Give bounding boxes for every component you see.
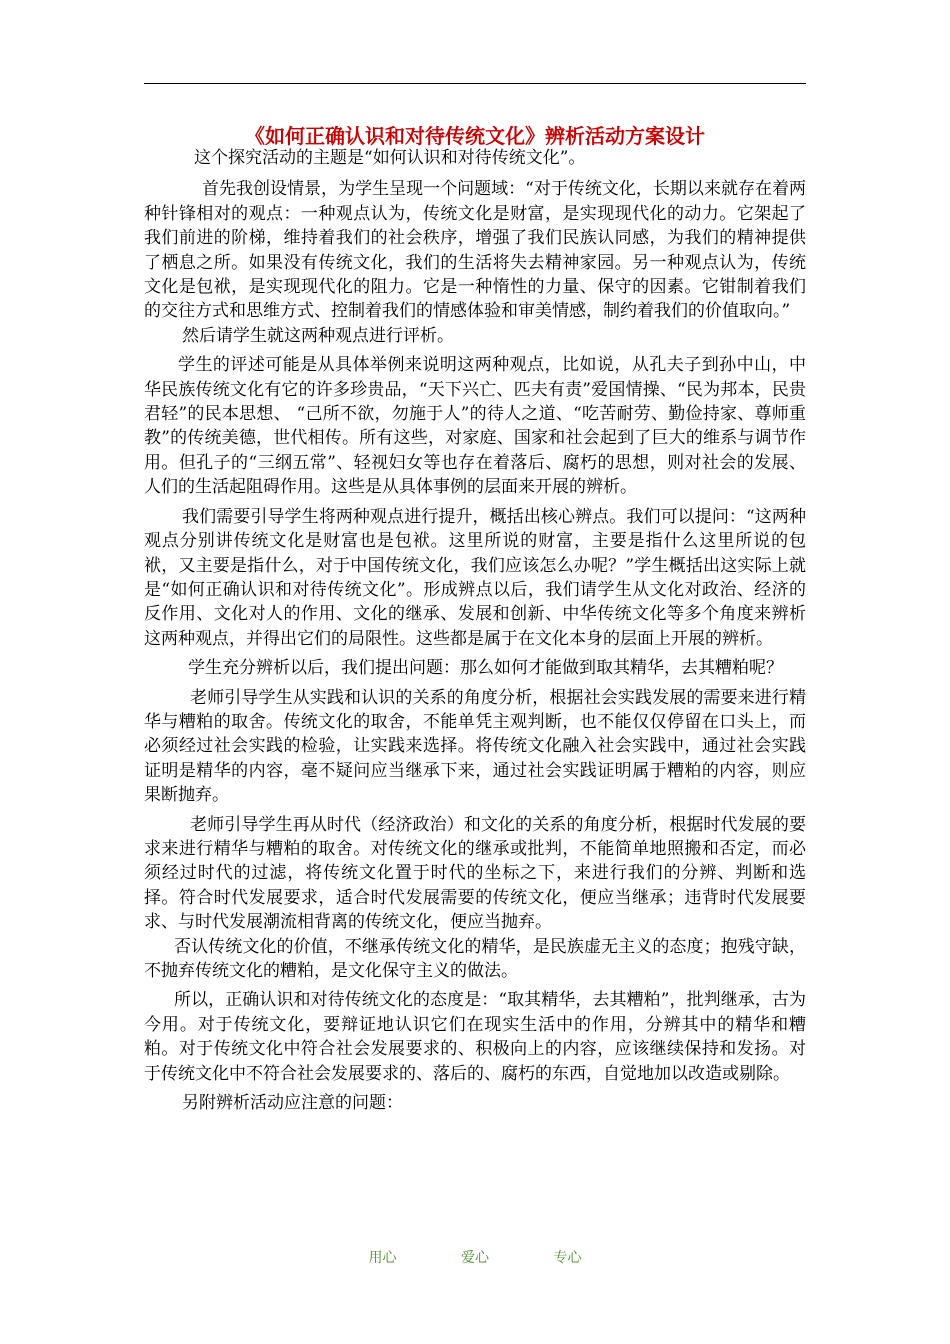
footer-item: 爱心 <box>461 1250 489 1266</box>
paragraph-examples: 学生的评述可能是从具体举例来说明这两种观点，比如说，从孔夫子到孙中山，中华民族传统文化有它的许多珍贵品，“天下兴亡、匹夫有责”爱国情操、“民为邦本，民贵君轻”的民本思想、 “己所不欲，勿施于人”的待人之道、“吃苦耐劳、勤俭持家、尊师重教”的传统美德，世代相传。所有这些，对家庭、国家和社会起到了巨大的维系与调节作用。但孔子的“三纲五常”、轻视妇女等也存在着落后、腐朽的思想，则对社会的发展、人们的生活起阻碍作用。这些是从具体事例的层面来开展的辨析。 <box>144 355 806 498</box>
paragraph-theme: 这个探究活动的主题是“如何认识和对待传统文化”。 <box>194 148 586 168</box>
paragraph-evaluate: 然后请学生就这两种观点进行评析。 <box>182 325 454 346</box>
footer-item: 用心 <box>368 1250 397 1266</box>
header-rule <box>144 83 806 84</box>
paragraph-times: 老师引导学生再从时代（经济政治）和文化的关系的角度分析，根据时代发展的要求来进行精华与糟粕的取舍。对传统文化的继承或批判，不能简单地照搬和否定，而必须经过时代的过滤，将传统文化置于时代的坐标之下，来进行我们的分辨、判断和选择。符合时代发展要求，适合时代发展需要的传统文化，便应当继承；违背时代发展要求、与时代发展潮流相背离的传统文化，便应当抛弃。 <box>144 814 806 933</box>
paragraph-practice: 老师引导学生从实践和认识的关系的角度分析，根据社会实践发展的需要来进行精华与糟粕的取舍。传统文化的取舍，不能单凭主观判断，也不能仅仅停留在口头上，而必须经过社会实践的检验，让实践来选择。将传统文化融入社会实践中，通过社会实践证明是精华的内容，毫不疑问应当继承下来，通过社会实践证明属于糟粕的内容，则应果断抛弃。 <box>144 687 806 806</box>
paragraph-question: 学生充分辨析以后，我们提出问题：那么如何才能做到取其精华，去其糟粕呢？ <box>188 658 783 679</box>
paragraph-attitudes: 否认传统文化的价值，不继承传统文化的精华，是民族虚无主义的态度；抱残守缺，不抛弃传统文化的糟粕，是文化保守主义的做法。 <box>144 936 806 981</box>
page-footer <box>0 1248 950 1268</box>
footer-item: 专心 <box>553 1250 582 1266</box>
document-body <box>144 146 806 1115</box>
paragraph-conclusion: 所以，正确认识和对待传统文化的态度是：“取其精华，去其糟粕”，批判继承，古为今用。对于传统文化，要辩证地认识它们在现实生活中的作用，分辨其中的精华和糟粕。对于传统文化中符合社会发展要求的、积极向上的内容，应该继续保持和发扬。对于传统文化中不符合社会发展要求的、落后的、腐朽的东西，自觉地加以改造或剔除。 <box>144 990 806 1084</box>
document-title: 《如何正确认识和对待传统文化》辨析活动方案设计 <box>245 124 705 148</box>
paragraph-scenario: 首先我创设情景，为学生呈现一个问题域：“对于传统文化，长期以来就存在着两种针锋相对的观点：一种观点认为，传统文化是财富，是实现现代化的动力。它架起了我们前进的阶梯，维持着我们的社会秩序，增强了我们民族认同感，为我们的精神提供了栖息之所。如果没有传统文化，我们的生活将失去精神家园。另一种观点认为，传统文化是包袱，是实现现代化的阻力。它是一种惰性的力量、保守的因素。它钳制着我们的交往方式和思维方式、控制着我们的情感体验和审美情感，制约着我们的价值取向。” <box>144 179 806 322</box>
paragraph-appendix: 另附辨析活动应注意的问题： <box>182 1093 403 1114</box>
paragraph-core-point: 我们需要引导学生将两种观点进行提升，概括出核心辨点。我们可以提问：“这两种观点分别讲传统文化是财富也是包袱。这里所说的财富，主要是指什么这里所说的包袱，又主要是指什么，对于中国传统文化，我们应该怎么办呢？”学生概括出这实际上就是“如何正确认识和对待传统文化”。形成辨点以后，我们请学生从文化对政治、经济的反作用、文化对人的作用、文化的继承、发展和创新、中华传统文化等多个角度来辨析这两种观点，并得出它们的局限性。这些都是属于在文化本身的层面上开展的辨析。 <box>144 506 806 649</box>
